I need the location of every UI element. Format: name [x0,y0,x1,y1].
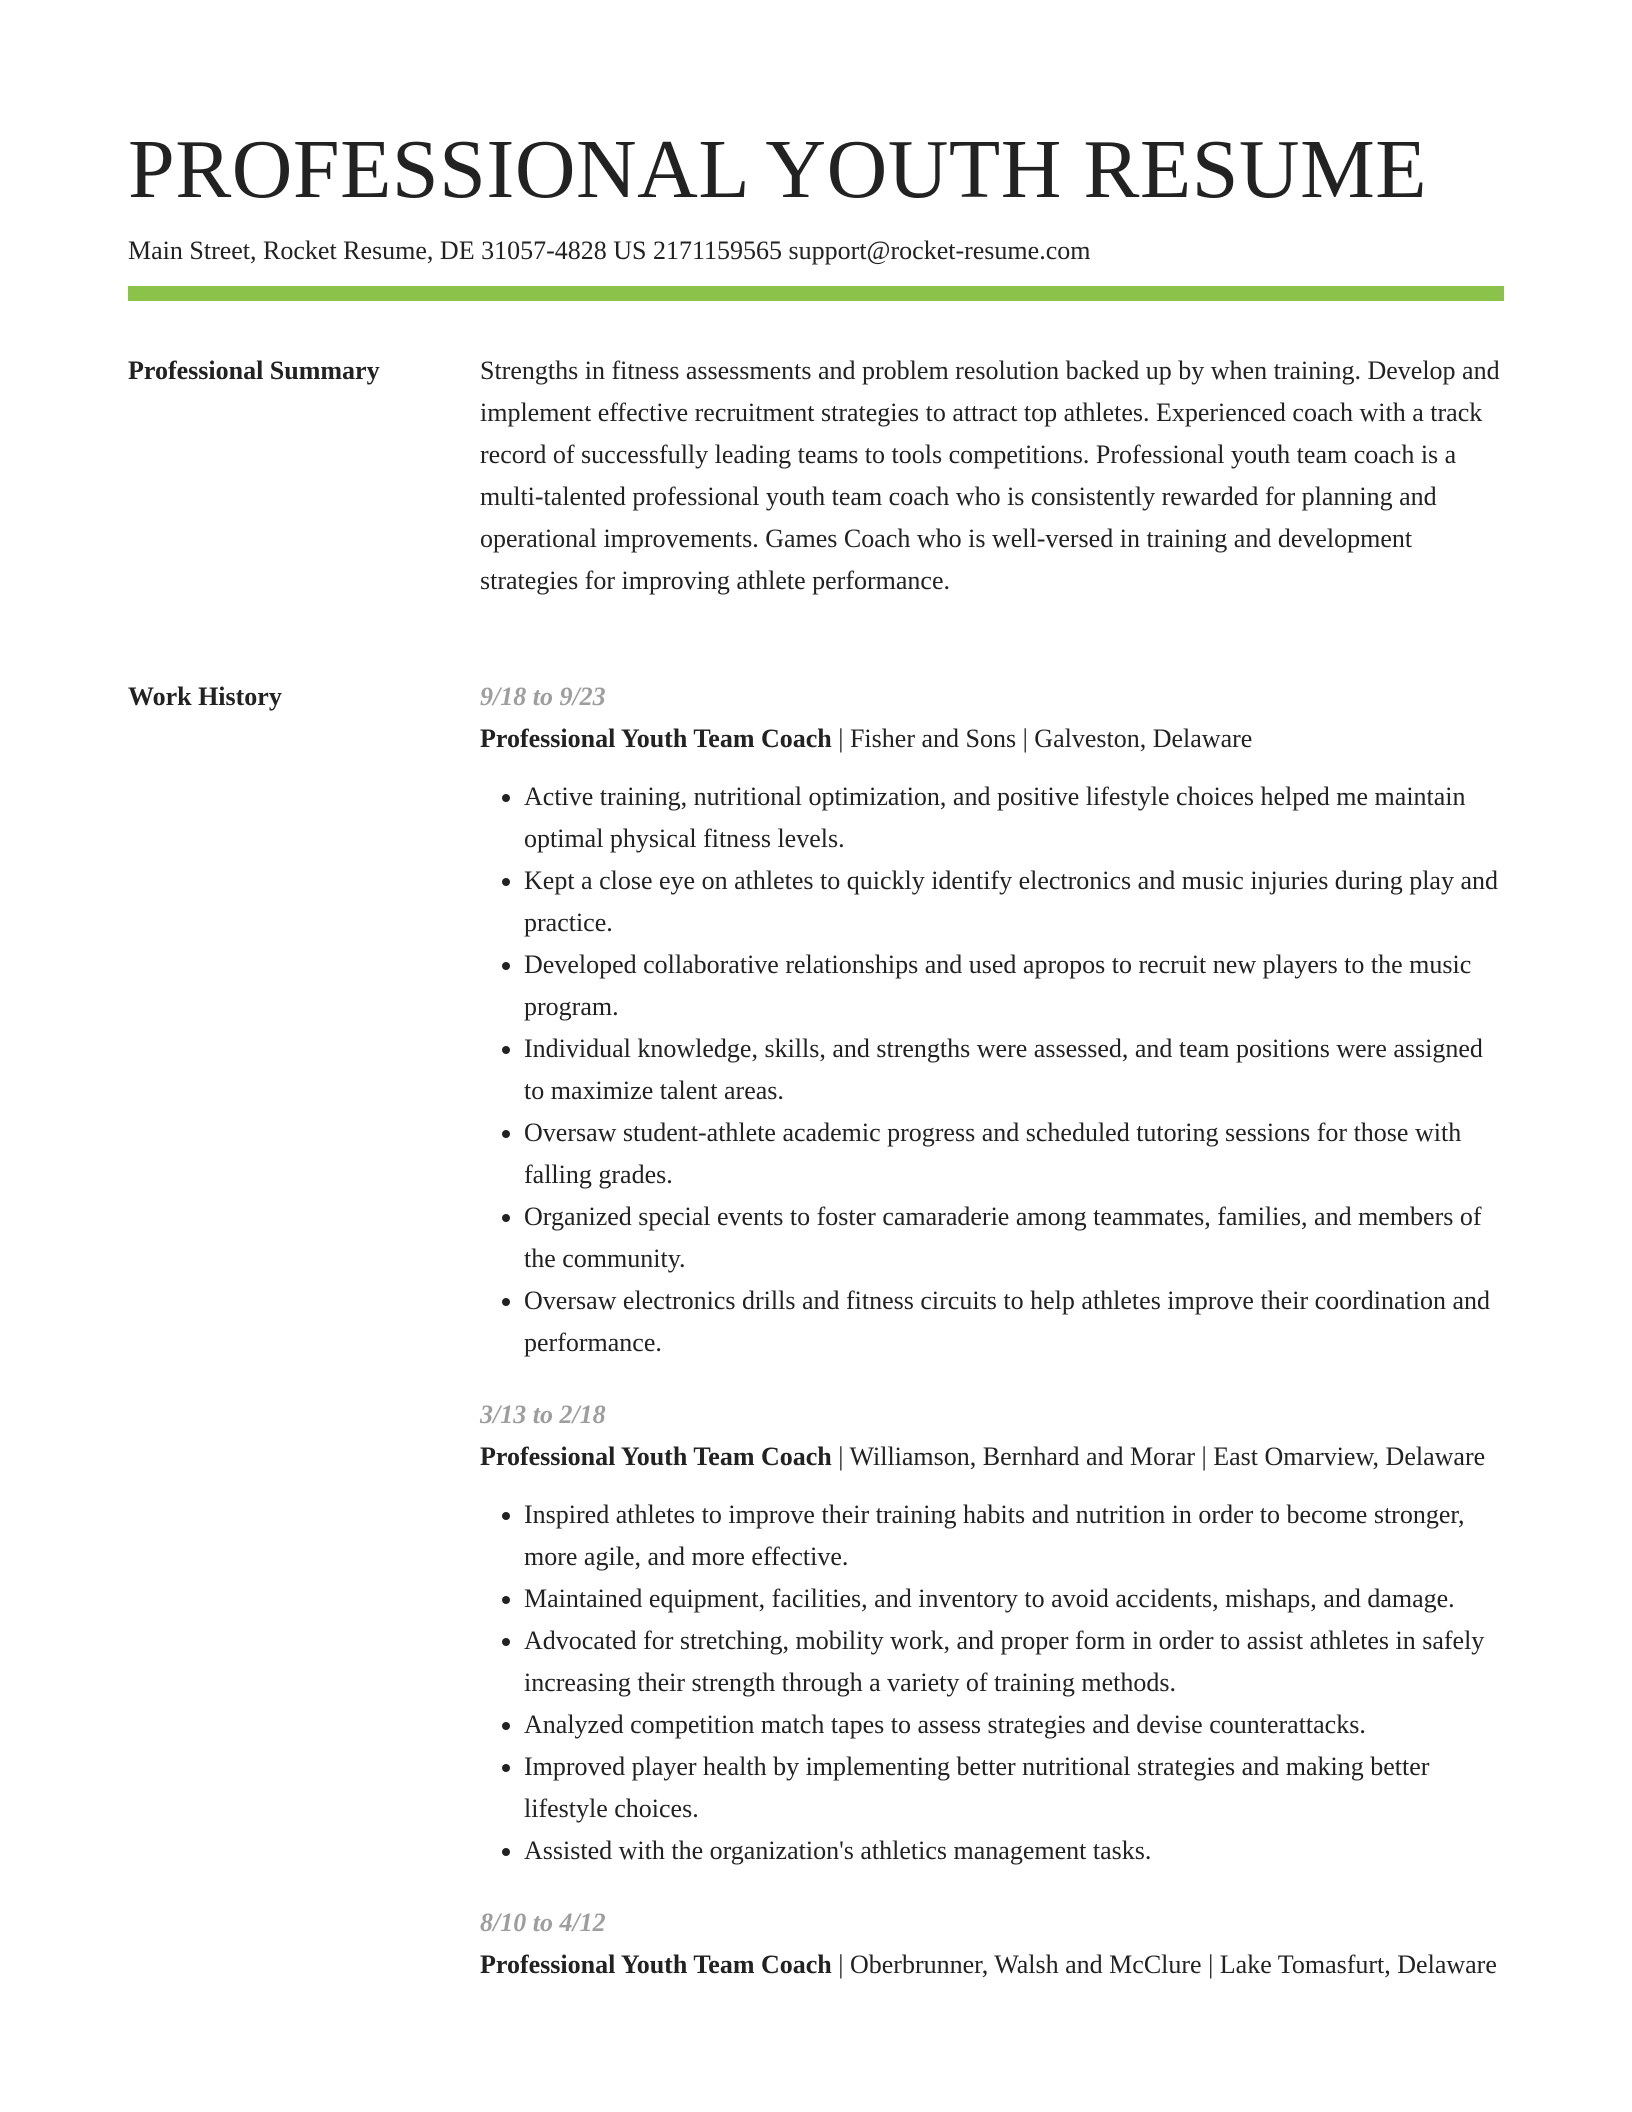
job-employer-location: | Oberbrunner, Walsh and McClure | Lake Tomasfurt, Delaware [831,1950,1497,1979]
job-title: Professional Youth Team Coach [480,724,832,753]
job-entry [480,1902,1504,1986]
job-title-line [480,718,1504,760]
job-title: Professional Youth Team Coach [480,1950,832,1979]
job-employer-location: | Fisher and Sons | Galveston, Delaware [831,724,1253,753]
job-bullet: • Organized special events to foster camaraderie among teammates, families, and members of the community. [524,1196,1504,1280]
section-label-work-history: Work History [128,682,282,711]
job-bullet: • Advocated for stretching, mobility work, and proper form in order to assist athletes in safely increasing their strength through a variety of training methods. [524,1620,1504,1704]
job-dates: 3/13 to 2/18 [480,1400,606,1429]
contact-line [128,234,1504,268]
contact-email: support@rocket-resume.com [788,236,1091,265]
professional-summary-section [128,350,1504,602]
job-bullet: • Active training, nutritional optimization, and positive lifestyle choices helped me maintain optimal physical fitness levels. [524,776,1504,860]
job-title: Professional Youth Team Coach [480,1442,832,1471]
job-bullet-list [480,776,1504,1364]
job-employer-location: | Williamson, Bernhard and Morar | East Omarview, Delaware [831,1442,1486,1471]
job-bullet: • Oversaw student-athlete academic progress and scheduled tutoring sessions for those with falling grades. [524,1112,1504,1196]
job-bullet: • Inspired athletes to improve their training habits and nutrition in order to become stronger, more agile, and more effective. [524,1494,1504,1578]
job-dates: 9/18 to 9/23 [480,682,606,711]
job-bullet: • Kept a close eye on athletes to quickly identify electronics and music injuries during play and practice. [524,860,1504,944]
resume-header [128,118,1504,268]
work-history-list [480,676,1504,2016]
work-history-section [128,676,1504,2016]
job-entry [480,1394,1504,1872]
job-dates: 8/10 to 4/12 [480,1908,606,1937]
job-bullet: • Oversaw electronics drills and fitness circuits to help athletes improve their coordination and performance. [524,1280,1504,1364]
job-title-line [480,1436,1504,1478]
contact-address: Main Street, Rocket Resume, DE 31057-4828 US [128,236,647,265]
job-bullet: • Individual knowledge, skills, and strengths were assessed, and team positions were assigned to maximize talent areas. [524,1028,1504,1112]
job-bullet: • Maintained equipment, facilities, and inventory to avoid accidents, mishaps, and damage. [524,1578,1504,1620]
summary-text: Strengths in fitness assessments and problem resolution backed up by when training. Develop and implement effective recruitment strategies to attract top athletes. Experienced coach with a track record of successfully leading teams to tools competitions. Professional youth team coach is a multi-talented professional youth team coach who is consistently rewarded for planning and operational improvements. Games Coach who is well-versed in training and development strategies for improving athlete performance. [480,356,1500,595]
job-title-line [480,1944,1504,1986]
job-bullet: • Analyzed competition match tapes to assess strategies and devise counterattacks. [524,1704,1504,1746]
section-label-summary: Professional Summary [128,356,380,385]
job-bullet: • Assisted with the organization's athletics management tasks. [524,1830,1504,1872]
contact-phone: 2171159565 [653,236,783,265]
resume-name: PROFESSIONAL YOUTH RESUME [128,123,1428,216]
job-bullet: • Developed collaborative relationships and used apropos to recruit new players to the music program. [524,944,1504,1028]
job-entry [480,676,1504,1364]
job-bullet: • Improved player health by implementing better nutritional strategies and making better lifestyle choices. [524,1746,1504,1830]
job-bullet-list [480,1494,1504,1872]
header-divider [128,286,1504,301]
